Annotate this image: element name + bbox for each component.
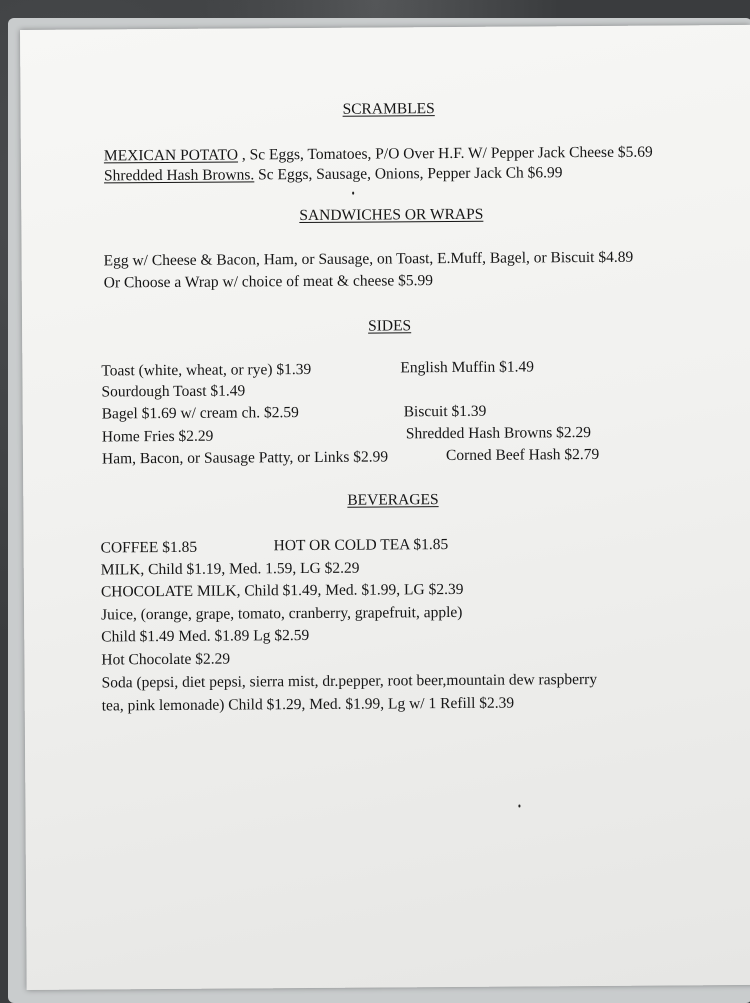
beverage-item-hot-chocolate: Hot Chocolate $2.29: [101, 650, 231, 669]
side-item-biscuit: Biscuit $1.39: [403, 402, 487, 421]
side-item-english-muffin: English Muffin $1.49: [400, 358, 535, 377]
side-item-meats: Ham, Bacon, or Sausage Patty, or Links $2.99: [101, 448, 389, 468]
menu-sheet: [20, 25, 750, 990]
scramble-item-mexican-potato: [104, 143, 653, 167]
sides-heading: SIDES: [368, 317, 412, 335]
beverage-item-coffee: COFFEE $1.85: [100, 538, 198, 557]
menu-page: [20, 25, 750, 990]
side-item-corned-beef-hash: Corned Beef Hash $2.79: [445, 445, 600, 465]
scramble-item-details: , Sc Eggs, Tomatoes, P/O Over H.F. W/ Pepper Jack Cheese $5.69: [237, 143, 653, 164]
beverage-item-chocolate-milk: CHOCOLATE MILK, Child $1.49, Med. $1.99, LG $2.39: [100, 580, 464, 601]
beverage-item-soda: Soda (pepsi, diet pepsi, sierra mist, dr.pepper, root beer,mountain dew raspberry: [101, 670, 598, 692]
beverage-item-milk: MILK, Child $1.19, Med. 1.59, LG $2.29: [100, 559, 360, 579]
wrap-line: Or Choose a Wrap w/ choice of meat & cheese $5.99: [103, 272, 434, 292]
beverage-item-juice: Juice, (orange, grape, tomato, cranberry, grapefruit, apple): [101, 603, 463, 624]
sandwiches-heading: SANDWICHES OR WRAPS: [299, 205, 484, 225]
scramble-item-shredded-hash-browns: [104, 163, 563, 186]
beverage-item-juice-prices: Child $1.49 Med. $1.89 Lg $2.59: [101, 626, 310, 646]
beverage-item-tea: HOT OR COLD TEA $1.85: [273, 536, 449, 555]
stray-mark: [518, 805, 520, 808]
beverages-heading: BEVERAGES: [347, 491, 439, 509]
side-item-sourdough-toast: Sourdough Toast $1.49: [101, 382, 246, 401]
scramble-item-name: Shredded Hash Browns.: [103, 166, 255, 185]
beverage-item-soda-prices: tea, pink lemonade) Child $1.29, Med. $1.99, Lg w/ 1 Refill $2.39: [101, 694, 515, 715]
side-item-home-fries: Home Fries $2.29: [101, 427, 214, 446]
side-item-bagel: Bagel $1.69 w/ cream ch. $2.59: [101, 404, 299, 423]
scramble-item-name: MEXICAN POTATO: [103, 146, 239, 165]
stray-mark: [352, 192, 354, 195]
side-item-shredded-hash-browns: Shredded Hash Browns $2.29: [405, 424, 592, 443]
scramble-item-details: Sc Eggs, Sausage, Onions, Pepper Jack Ch $6.99: [254, 164, 563, 184]
side-item-toast: Toast (white, wheat, or rye) $1.39: [101, 360, 312, 380]
sandwich-line: Egg w/ Cheese & Bacon, Ham, or Sausage, on Toast, E.Muff, Bagel, or Biscuit $4.89: [103, 248, 634, 270]
scrambles-heading: SCRAMBLES: [342, 100, 435, 118]
